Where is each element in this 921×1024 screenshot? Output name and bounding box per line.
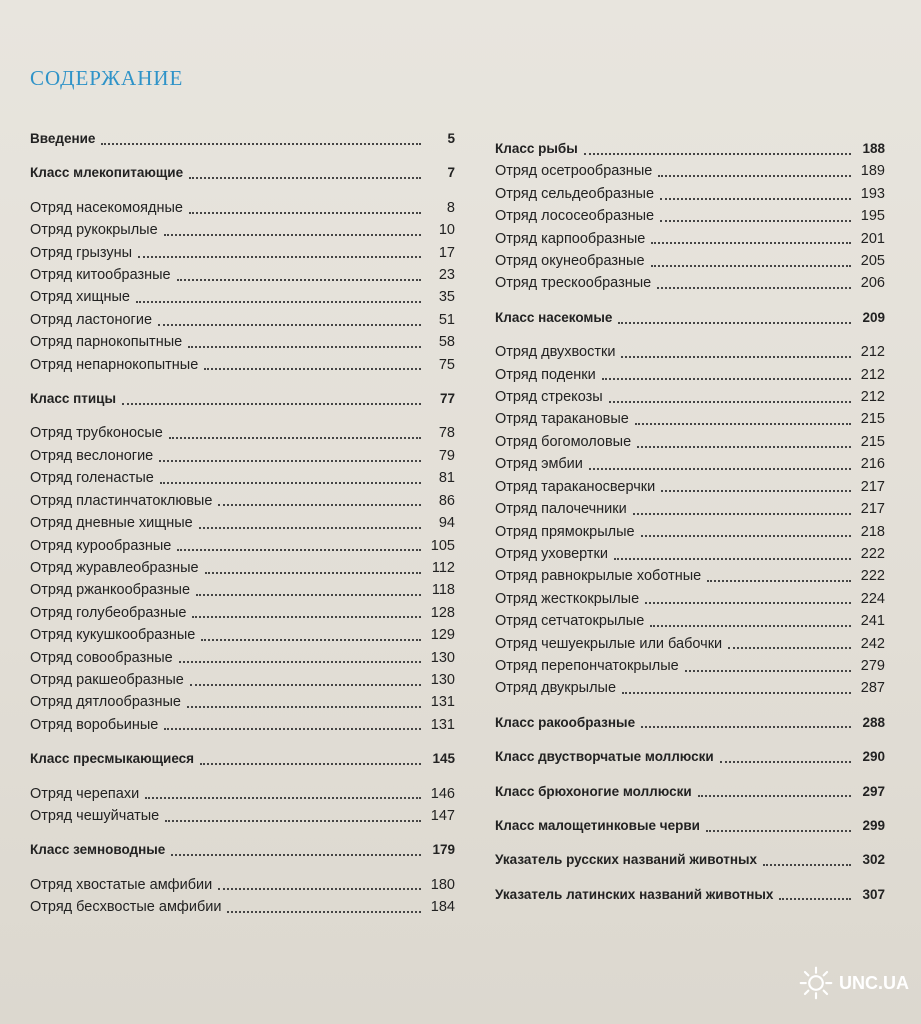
dot-leader (698, 794, 851, 797)
toc-entry-page-number: 131 (430, 694, 455, 711)
toc-entry-page-number: 81 (438, 470, 455, 487)
section-gap (495, 769, 885, 781)
dot-leader (651, 264, 851, 267)
toc-entry-label: Отряд ракшеобразные (30, 671, 184, 688)
toc-order-entry (495, 183, 885, 205)
toc-entry-label: Отряд сетчатокрылые (495, 613, 645, 630)
dot-leader (661, 489, 851, 492)
toc-entry-page-number: 212 (860, 366, 885, 383)
toc-entry-page-number: 288 (862, 714, 885, 730)
toc-entry-label: Класс насекомые (495, 309, 613, 325)
toc-entry-page-number: 217 (860, 501, 885, 518)
toc-entry-label: Отряд двухвостки (495, 344, 616, 361)
toc-order-entry (30, 422, 455, 444)
dot-leader (660, 197, 851, 200)
section-gap (495, 734, 885, 746)
dot-leader (122, 402, 421, 405)
toc-entry-label: Отряд перепончатокрылые (495, 657, 679, 674)
toc-class-entry (30, 748, 455, 770)
toc-class-entry (495, 307, 885, 329)
toc-entry-label: Отряд голубеобразные (30, 604, 187, 621)
toc-order-entry (30, 691, 455, 713)
toc-entry-page-number: 58 (438, 334, 455, 351)
toc-entry-label: Отряд дневные хищные (30, 515, 193, 532)
toc-entry-page-number: 212 (860, 344, 885, 361)
toc-entry-label: Отряд ластоногие (30, 311, 153, 328)
toc-class-entry (30, 128, 455, 150)
toc-entry-label: Класс ракообразные (495, 714, 636, 730)
toc-entry-page-number: 212 (860, 389, 885, 406)
toc-entry-label: Отряд богомоловые (495, 433, 632, 450)
toc-entry-label: Отряд окунеобразные (495, 253, 645, 270)
toc-order-entry (495, 453, 885, 475)
dot-leader (633, 512, 851, 515)
toc-entry-page-number: 184 (430, 899, 455, 916)
toc-entry-page-number: 209 (862, 309, 885, 325)
toc-class-entry (495, 138, 885, 160)
page-title: СОДЕРЖАНИЕ (30, 66, 184, 90)
toc-entry-label: Отряд трубконосые (30, 425, 163, 442)
dot-leader (145, 796, 421, 799)
section-gap (495, 295, 885, 307)
dot-leader (657, 286, 851, 289)
toc-entry-page-number: 75 (438, 356, 455, 373)
toc-entry-label: Отряд жесткокрылые (495, 590, 640, 607)
dot-leader (164, 727, 421, 730)
toc-right-column (495, 138, 885, 906)
toc-class-entry (30, 839, 455, 861)
toc-entry-label: Отряд журавлеобразные (30, 559, 199, 576)
dot-leader (205, 571, 421, 574)
toc-entry-label: Отряд веслоногие (30, 447, 154, 464)
dot-leader (621, 355, 851, 358)
dot-leader (706, 829, 851, 832)
dot-leader (651, 241, 851, 244)
toc-entry-label: Отряд кукушкообразные (30, 627, 196, 644)
section-gap (495, 700, 885, 712)
toc-order-entry (30, 647, 455, 669)
toc-entry-page-number: 112 (431, 559, 455, 576)
toc-entry-page-number: 5 (447, 131, 455, 146)
toc-entry-page-number: 146 (430, 785, 455, 802)
dot-leader (196, 593, 421, 596)
dot-leader (763, 863, 851, 866)
toc-entry-label: Отряд чешуйчатые (30, 807, 160, 824)
toc-entry-page-number: 147 (430, 807, 455, 824)
toc-entry-page-number: 241 (860, 613, 885, 630)
toc-order-entry (495, 543, 885, 565)
toc-entry-page-number: 218 (860, 523, 885, 540)
dot-leader (136, 300, 421, 303)
toc-class-entry (495, 712, 885, 734)
toc-entry-label: Отряд чешуекрылые или бабочки (495, 635, 723, 652)
toc-entry-page-number: 51 (438, 311, 455, 328)
toc-order-entry (30, 331, 455, 353)
toc-entry-page-number: 215 (860, 433, 885, 450)
toc-order-entry (495, 205, 885, 227)
toc-class-entry (495, 815, 885, 837)
toc-entry-page-number: 222 (860, 545, 885, 562)
toc-entry-page-number: 216 (860, 456, 885, 473)
toc-entry-page-number: 77 (439, 391, 455, 407)
toc-entry-label: Отряд таракановые (495, 411, 629, 428)
toc-order-entry (30, 874, 455, 896)
toc-entry-label: Класс пресмыкающиеся (30, 751, 195, 767)
toc-entry-page-number: 217 (860, 478, 885, 495)
dot-leader (101, 142, 421, 145)
toc-order-entry (30, 197, 455, 219)
toc-entry-page-number: 297 (862, 783, 885, 799)
dot-leader (720, 760, 851, 763)
toc-entry-label: Класс брюхоногие моллюски (495, 783, 692, 799)
toc-entry-page-number: 130 (430, 671, 455, 688)
toc-order-entry (30, 624, 455, 646)
toc-entry-page-number: 195 (860, 208, 885, 225)
dot-leader (637, 445, 851, 448)
dot-leader (685, 669, 851, 672)
toc-entry-label: Отряд сельдеобразные (495, 185, 655, 202)
toc-entry-page-number: 290 (862, 749, 885, 765)
toc-order-entry (30, 669, 455, 691)
dot-leader (658, 174, 851, 177)
toc-entry-page-number: 180 (430, 876, 455, 893)
dot-leader (728, 646, 851, 649)
toc-order-entry (30, 896, 455, 918)
toc-entry-page-number: 302 (862, 852, 885, 868)
toc-order-entry (30, 219, 455, 241)
toc-order-entry (30, 467, 455, 489)
toc-order-entry (495, 341, 885, 363)
toc-order-entry (495, 364, 885, 386)
toc-entry-label: Отряд эмбии (495, 456, 583, 473)
dot-leader (584, 152, 851, 155)
dot-leader (189, 211, 421, 214)
dot-leader (589, 467, 851, 470)
section-gap (30, 150, 455, 162)
toc-order-entry (495, 476, 885, 498)
toc-entry-label: Отряд насекомоядные (30, 199, 183, 216)
toc-order-entry (495, 633, 885, 655)
dot-leader (204, 367, 421, 370)
toc-order-entry (30, 535, 455, 557)
toc-entry-page-number: 242 (860, 635, 885, 652)
toc-order-entry (30, 714, 455, 736)
toc-entry-page-number: 94 (438, 515, 455, 532)
section-gap (30, 771, 455, 783)
toc-entry-page-number: 118 (431, 582, 455, 599)
toc-entry-page-number: 299 (862, 817, 885, 833)
toc-entry-label: Отряд ржанкообразные (30, 582, 191, 599)
toc-entry-label: Отряд поденки (495, 366, 596, 383)
dot-leader (618, 321, 851, 324)
toc-entry-page-number: 78 (438, 425, 455, 442)
toc-order-entry (495, 272, 885, 294)
toc-order-entry (30, 602, 455, 624)
toc-order-entry (30, 783, 455, 805)
toc-entry-page-number: 193 (860, 185, 885, 202)
toc-order-entry (495, 610, 885, 632)
section-gap (495, 329, 885, 341)
toc-entry-label: Отряд бесхвостые амфибии (30, 899, 222, 916)
toc-entry-page-number: 8 (446, 199, 455, 216)
toc-entry-page-number: 105 (430, 537, 455, 554)
dot-leader (159, 459, 421, 462)
toc-entry-label: Отряд карпообразные (495, 230, 646, 247)
toc-entry-page-number: 201 (860, 230, 885, 247)
toc-class-entry (495, 884, 885, 906)
toc-order-entry (30, 242, 455, 264)
toc-order-entry (495, 521, 885, 543)
section-gap (30, 736, 455, 748)
toc-order-entry (495, 250, 885, 272)
dot-leader (192, 615, 421, 618)
toc-entry-page-number: 35 (438, 289, 455, 306)
toc-entry-label: Отряд хищные (30, 289, 130, 306)
toc-order-entry (30, 512, 455, 534)
toc-order-entry (30, 579, 455, 601)
toc-entry-label: Класс двустворчатые моллюски (495, 749, 714, 765)
section-gap (30, 862, 455, 874)
toc-entry-page-number: 188 (862, 141, 885, 156)
toc-entry-page-number: 224 (860, 590, 885, 607)
dot-leader (218, 503, 421, 506)
dot-leader (641, 725, 851, 728)
toc-entry-page-number: 307 (862, 886, 885, 902)
dot-leader (218, 887, 421, 890)
toc-left-column (30, 128, 455, 919)
toc-entry-label: Отряд лососеобразные (495, 208, 655, 225)
dot-leader (164, 233, 421, 236)
toc-order-entry (495, 408, 885, 430)
toc-class-entry (495, 849, 885, 871)
toc-entry-label: Класс земноводные (30, 842, 166, 858)
dot-leader (188, 345, 421, 348)
toc-class-entry (30, 388, 455, 410)
dot-leader (201, 638, 421, 641)
toc-entry-page-number: 129 (430, 627, 455, 644)
dot-leader (707, 579, 851, 582)
toc-entry-label: Указатель русских названий животных (495, 852, 758, 868)
dot-leader (609, 400, 851, 403)
toc-order-entry (30, 286, 455, 308)
toc-order-entry (30, 354, 455, 376)
toc-order-entry (30, 557, 455, 579)
section-gap (30, 376, 455, 388)
toc-entry-label: Отряд голенастые (30, 470, 154, 487)
toc-entry-page-number: 179 (432, 842, 455, 858)
section-gap (30, 410, 455, 422)
toc-entry-page-number: 128 (430, 604, 455, 621)
dot-leader (602, 377, 851, 380)
toc-order-entry (30, 805, 455, 827)
toc-order-entry (495, 565, 885, 587)
toc-entry-label: Отряд равнокрылые хоботные (495, 568, 702, 585)
toc-entry-page-number: 130 (430, 649, 455, 666)
watermark-text: UNC.UA (839, 972, 909, 993)
toc-entry-label: Отряд пластинчатоклювые (30, 492, 213, 509)
dot-leader (158, 323, 421, 326)
toc-entry-label: Отряд грызуны (30, 244, 133, 261)
toc-entry-label: Отряд тараканосверчки (495, 478, 656, 495)
dot-leader (171, 853, 421, 856)
toc-entry-page-number: 145 (432, 751, 455, 767)
dot-leader (138, 255, 421, 258)
dot-leader (160, 481, 421, 484)
dot-leader (199, 526, 421, 529)
toc-order-entry (495, 677, 885, 699)
watermark (799, 966, 909, 1000)
toc-entry-label: Отряд стрекозы (495, 389, 603, 406)
section-gap (30, 827, 455, 839)
toc-entry-page-number: 189 (860, 163, 885, 180)
toc-order-entry (495, 386, 885, 408)
toc-class-entry (30, 162, 455, 184)
toc-entry-label: Отряд дятлообразные (30, 694, 181, 711)
toc-entry-label: Отряд парнокопытные (30, 334, 183, 351)
toc-entry-label: Отряд хвостатые амфибии (30, 876, 213, 893)
toc-entry-label: Отряд черепахи (30, 785, 140, 802)
toc-entry-label: Отряд палочечники (495, 501, 627, 518)
toc-entry-page-number: 86 (438, 492, 455, 509)
toc-entry-label: Отряд осетрообразные (495, 163, 653, 180)
toc-entry-label: Указатель латинских названий животных (495, 886, 774, 902)
dot-leader (190, 683, 421, 686)
dot-leader (645, 601, 851, 604)
toc-entry-page-number: 131 (430, 716, 455, 733)
dot-leader (179, 660, 421, 663)
toc-entry-page-number: 10 (438, 222, 455, 239)
toc-entry-label: Введение (30, 131, 96, 146)
toc-entry-page-number: 79 (438, 447, 455, 464)
toc-entry-label: Отряд курообразные (30, 537, 172, 554)
toc-entry-label: Класс птицы (30, 391, 116, 407)
toc-order-entry (30, 445, 455, 467)
toc-entry-page-number: 206 (860, 275, 885, 292)
toc-entry-page-number: 215 (860, 411, 885, 428)
dot-leader (641, 534, 851, 537)
toc-class-entry (495, 781, 885, 803)
toc-entry-page-number: 222 (860, 568, 885, 585)
dot-leader (635, 422, 851, 425)
toc-entry-label: Класс рыбы (495, 141, 578, 156)
toc-order-entry (495, 588, 885, 610)
section-gap (30, 185, 455, 197)
toc-order-entry (495, 431, 885, 453)
dot-leader (622, 691, 851, 694)
toc-entry-label: Класс млекопитающие (30, 165, 184, 181)
dot-leader (660, 219, 851, 222)
toc-order-entry (30, 264, 455, 286)
toc-order-entry (495, 655, 885, 677)
toc-entry-page-number: 205 (860, 253, 885, 270)
sun-logo-icon (799, 966, 833, 1000)
toc-entry-label: Отряд прямокрылые (495, 523, 635, 540)
toc-order-entry (495, 498, 885, 520)
toc-entry-label: Отряд рукокрылые (30, 222, 158, 239)
section-gap (495, 837, 885, 849)
toc-entry-label: Отряд китообразные (30, 267, 171, 284)
dot-leader (200, 762, 421, 765)
dot-leader (189, 176, 421, 179)
toc-order-entry (30, 309, 455, 331)
toc-entry-page-number: 7 (447, 165, 455, 181)
dot-leader (227, 910, 421, 913)
dot-leader (779, 897, 851, 900)
dot-leader (169, 436, 421, 439)
toc-order-entry (495, 228, 885, 250)
dot-leader (177, 278, 421, 281)
dot-leader (177, 548, 421, 551)
toc-entry-label: Отряд совообразные (30, 649, 173, 666)
section-gap (495, 872, 885, 884)
toc-entry-label: Отряд уховертки (495, 545, 608, 562)
toc-order-entry (30, 490, 455, 512)
toc-entry-label: Отряд двукрылые (495, 680, 617, 697)
dot-leader (614, 557, 851, 560)
dot-leader (187, 705, 421, 708)
dot-leader (165, 819, 421, 822)
toc-entry-page-number: 287 (860, 680, 885, 697)
section-gap (495, 803, 885, 815)
toc-entry-label: Класс малощетинковые черви (495, 817, 700, 833)
toc-order-entry (495, 160, 885, 182)
toc-entry-page-number: 17 (438, 244, 455, 261)
toc-entry-label: Отряд непарнокопытные (30, 356, 199, 373)
toc-class-entry (495, 746, 885, 768)
toc-entry-page-number: 279 (860, 657, 885, 674)
toc-entry-label: Отряд трескообразные (495, 275, 652, 292)
dot-leader (650, 624, 851, 627)
toc-entry-label: Отряд воробьиные (30, 716, 159, 733)
toc-entry-page-number: 23 (438, 267, 455, 284)
